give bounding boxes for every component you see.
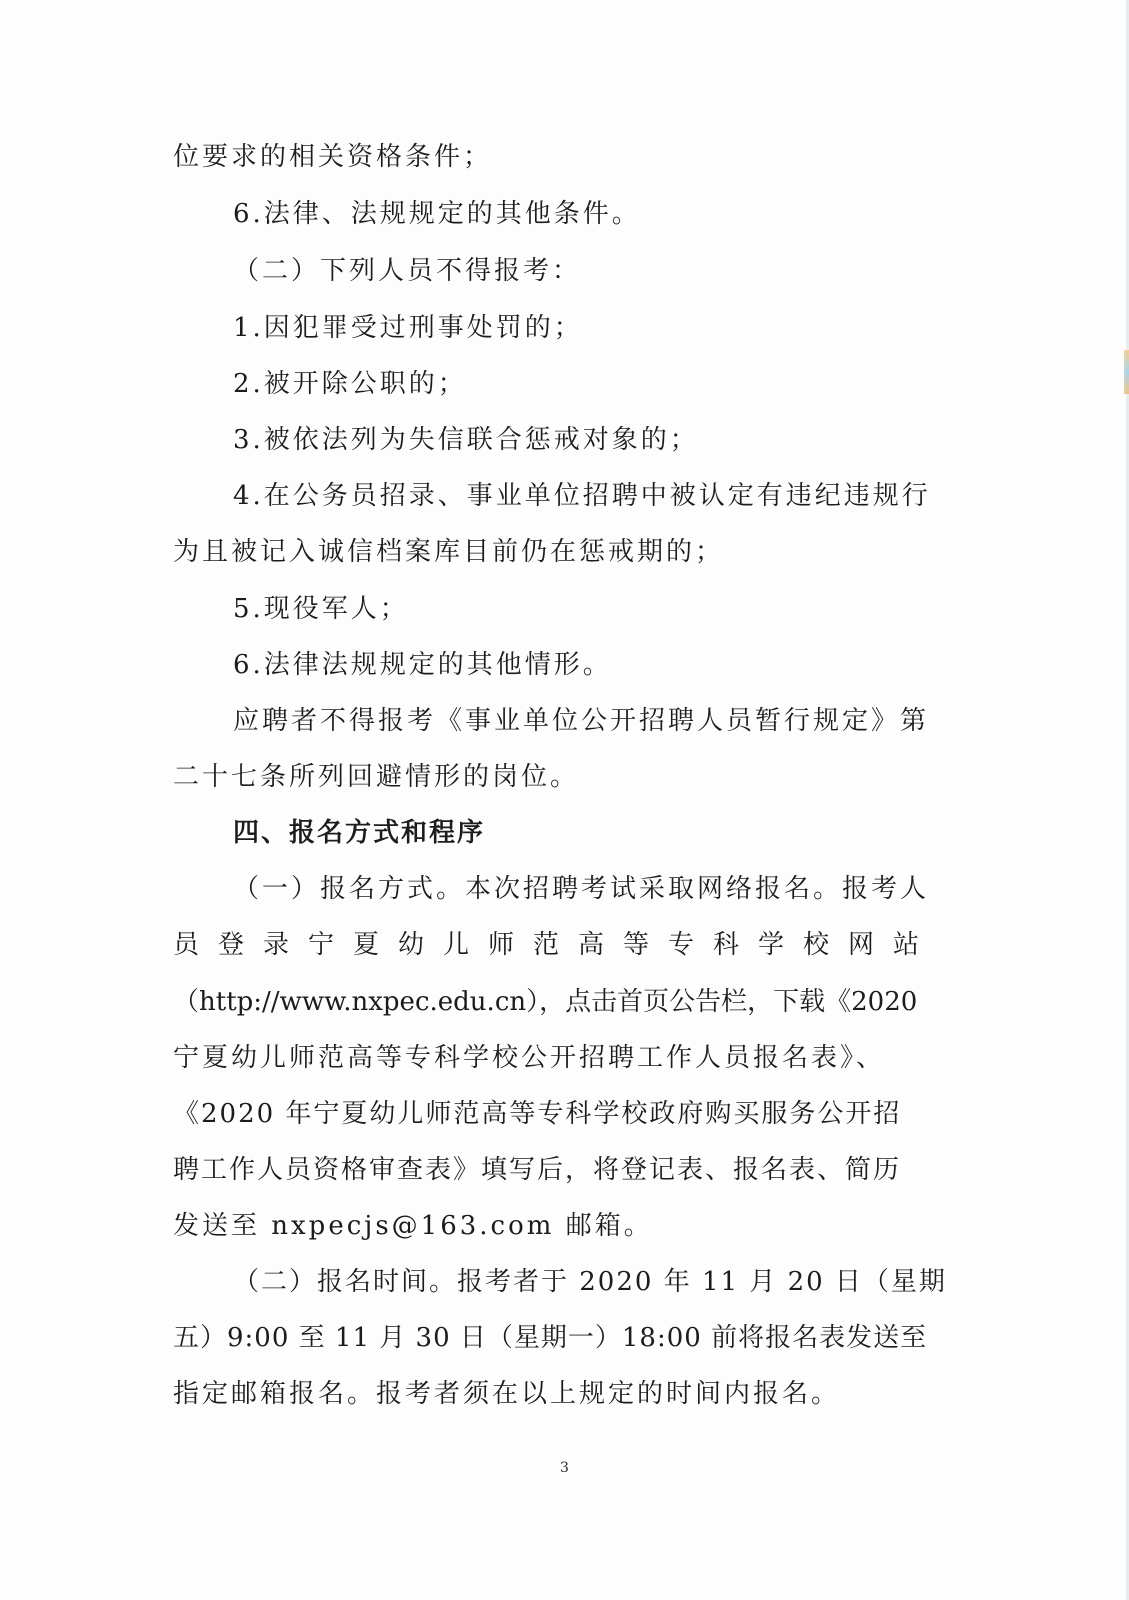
text-line: 为且被记入诚信档案库目前仍在惩戒期的；: [173, 537, 725, 567]
page-number: 3: [560, 1460, 569, 1476]
text-line: 指定邮箱报名。报考者须在以上规定的时间内报名。: [173, 1379, 841, 1409]
section-heading: 四、报名方式和程序: [233, 818, 486, 848]
text-line: 位要求的相关资格条件；: [173, 142, 493, 172]
text-line: 发送至 nxpecjs@163.com 邮箱。: [173, 1211, 653, 1241]
text-line: 《2020 年宁夏幼儿师范高等专科学校政府购买服务公开招: [173, 1099, 902, 1129]
text-line: 6.法律、法规规定的其他条件。: [233, 199, 641, 229]
text-line: （二）下列人员不得报考：: [233, 256, 582, 286]
scan-color-mark: [1124, 350, 1129, 394]
text-line: 1.因犯罪受过刑事处罚的；: [233, 313, 583, 343]
text-line: 员登录宁夏幼儿师范高等专科学校网站: [173, 930, 939, 960]
text-line: 聘工作人员资格审查表》填写后，将登记表、报名表、简历: [173, 1155, 902, 1185]
text-line: （一）报名方式。本次招聘考试采取网络报名。报考人: [233, 874, 930, 904]
text-line: （二）报名时间。报考者于 2020 年 11 月 20 日（星期: [233, 1267, 947, 1297]
text-line: 五）9:00 至 11 月 30 日（星期一）18:00 前将报名表发送至: [173, 1323, 928, 1353]
text-line: 6.法律法规规定的其他情形。: [233, 650, 612, 680]
text-line: 宁夏幼儿师范高等专科学校公开招聘工作人员报名表》、: [173, 1043, 886, 1073]
text-line: 应聘者不得报考《事业单位公开招聘人员暂行规定》第: [233, 706, 930, 736]
text-line: 二十七条所列回避情形的岗位。: [173, 762, 580, 792]
text-line: 2.被开除公职的；: [233, 369, 467, 399]
text-line: 5.现役军人；: [233, 594, 409, 624]
text-line: （http://www.nxpec.edu.cn），点击首页公告栏，下载《2020: [173, 987, 918, 1017]
text-line: 4.在公务员招录、事业单位招聘中被认定有违纪违规行: [233, 481, 931, 511]
text-line: 3.被依法列为失信联合惩戒对象的；: [233, 425, 699, 455]
